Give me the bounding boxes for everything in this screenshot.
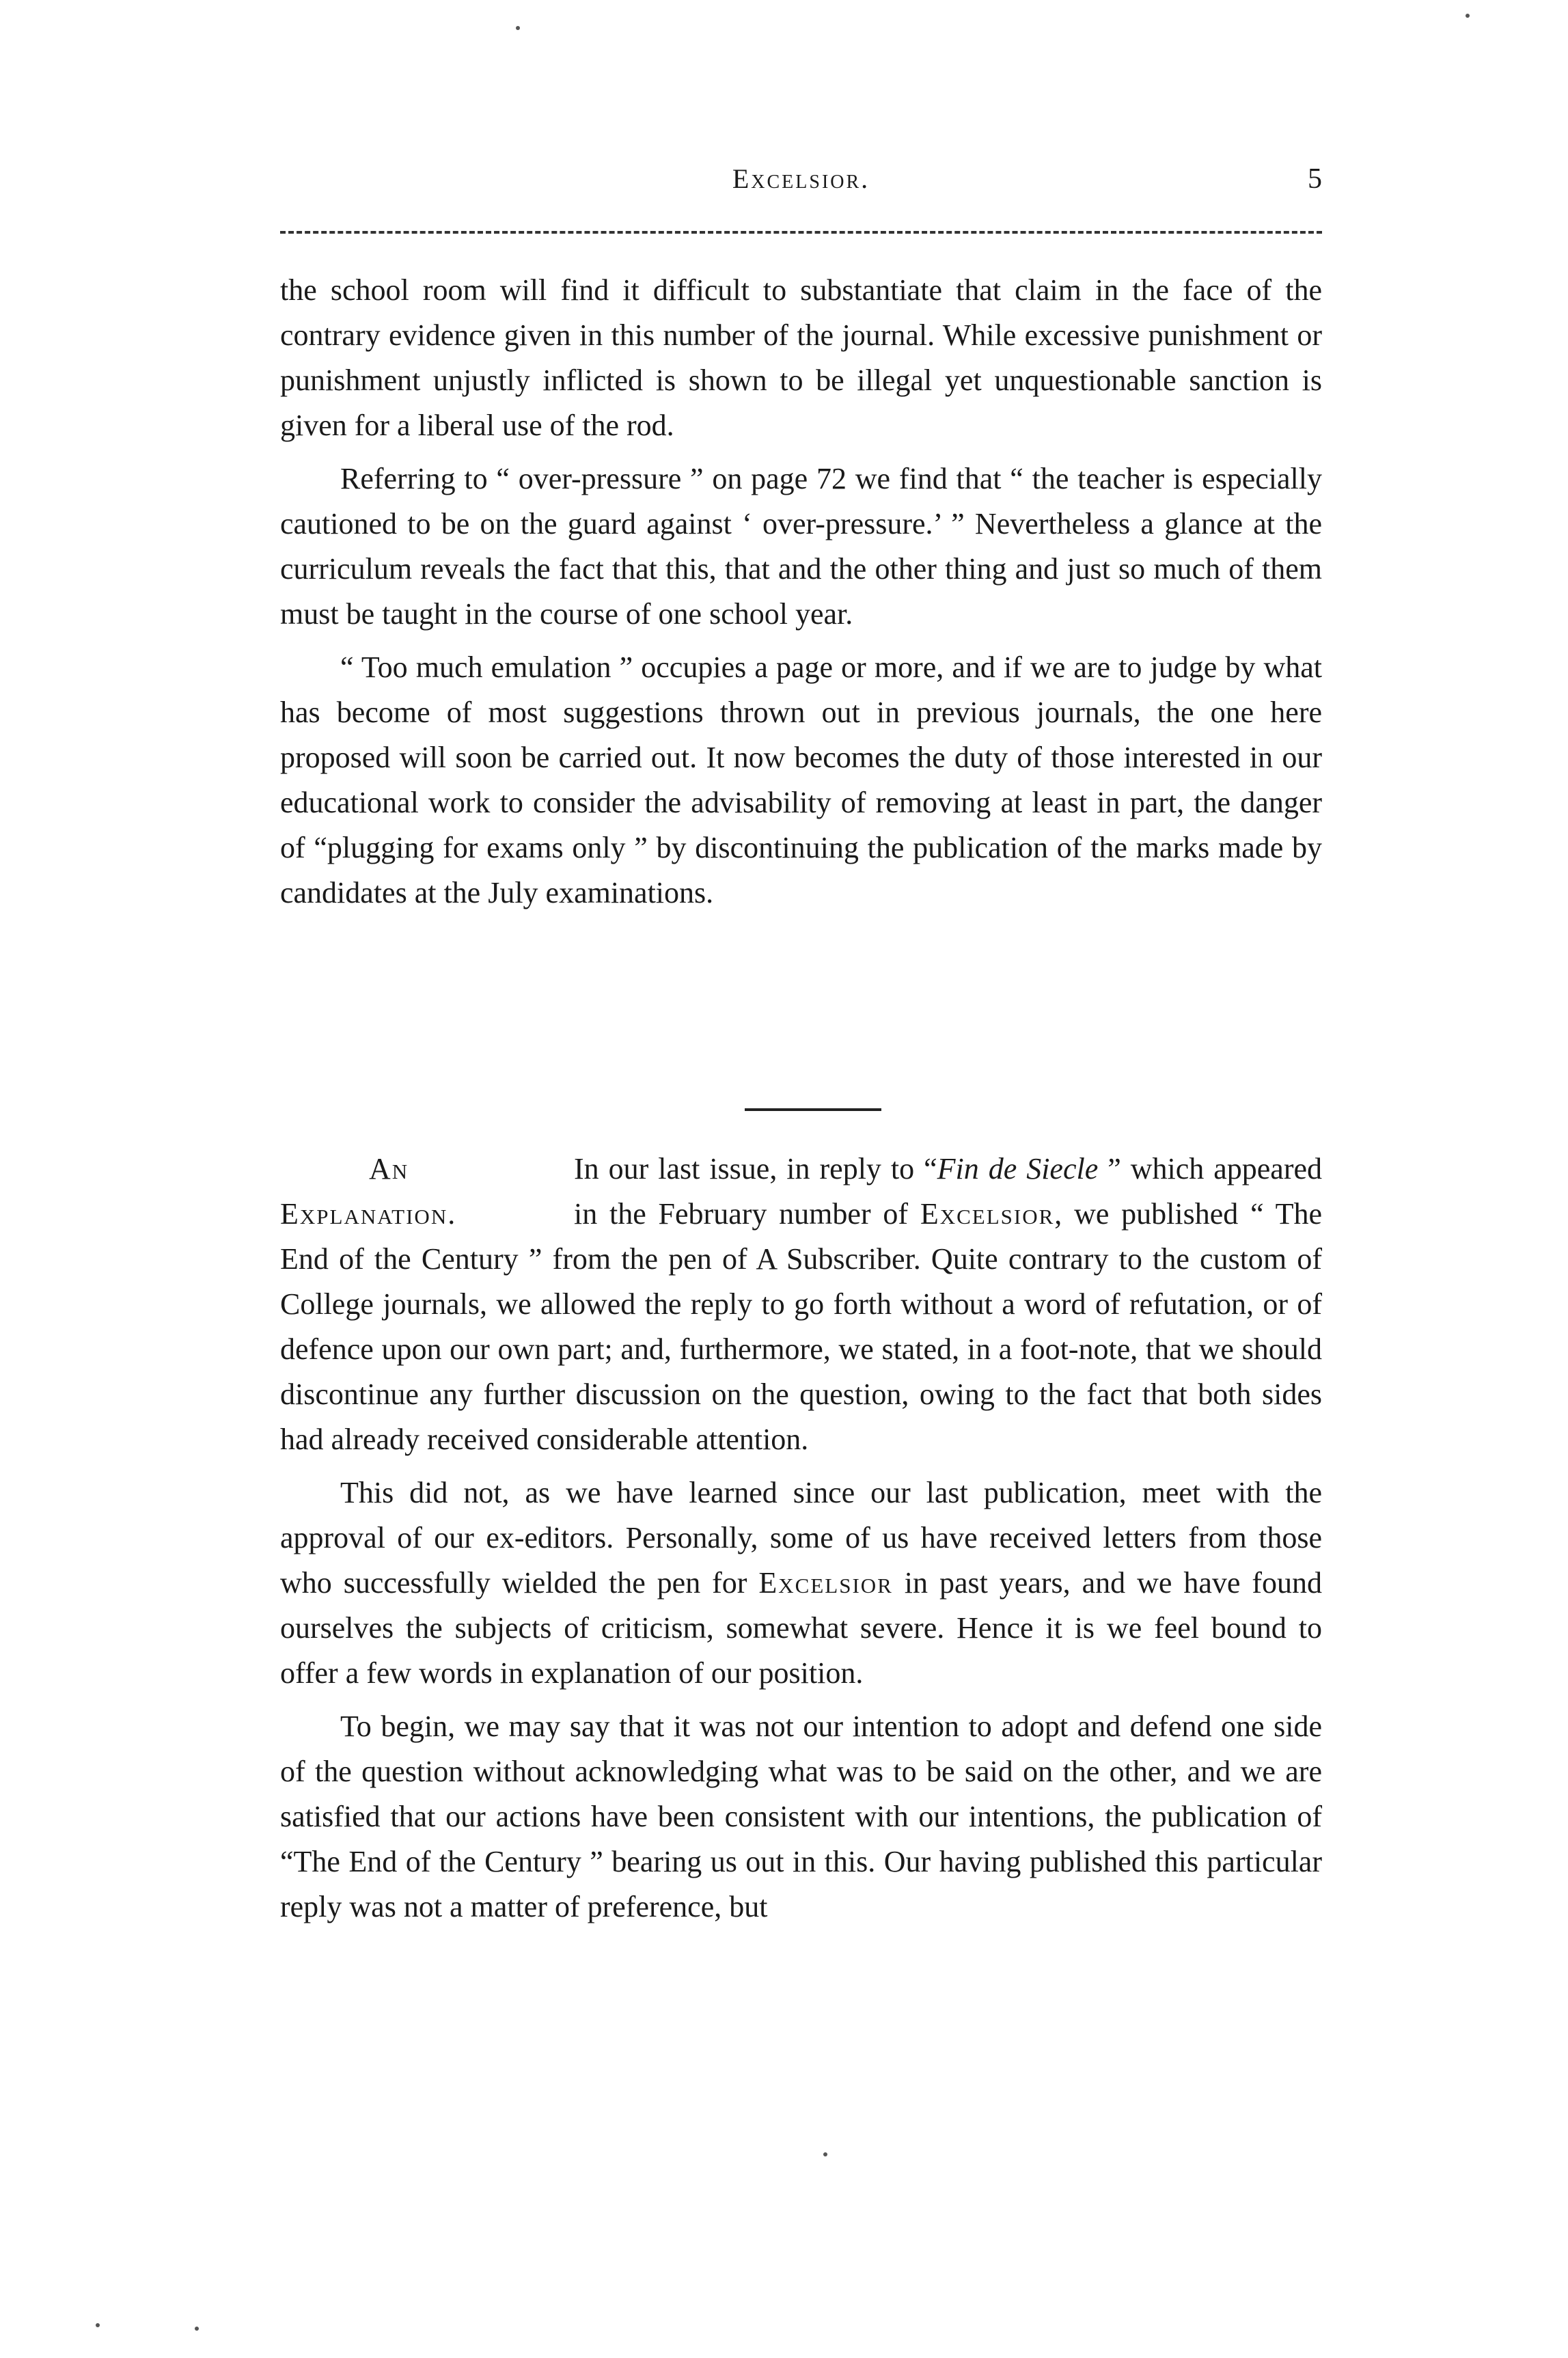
paragraph-5-journal-name: Excelsior <box>758 1566 893 1600</box>
paper-speck <box>516 26 520 30</box>
paper-speck <box>96 2323 100 2327</box>
paragraph-5-part-a: This did not, as we have learned since our last publication, meet with the approval of our ex-editors. Personally, some of us have received letters from those who successfully wielded the pen for <box>280 1476 1322 1600</box>
paper-speck <box>1466 14 1470 18</box>
paper-speck <box>195 2327 199 2331</box>
body-text-top <box>280 268 1322 924</box>
paragraph-3: “ Too much emulation ” occupies a page or more, and if we are to judge by what has become of most suggestions thrown out in previous journals, the one here proposed will soon be carried out. It now becomes the duty of those interested in our educational work to consider the advisability of removing at least in part, the danger of “plugging for exams only ” by discontinuing the publication of the marks made by candidates at the July examinations. <box>280 650 1322 909</box>
paragraph-5 <box>280 1470 1322 1696</box>
side-heading <box>280 1147 553 1237</box>
paragraph-1: the school room will find it difficult to substantiate that claim in the face of the contrary evidence given in this number of the journal. While excessive punishment or punishment unjustly inflicted is shown to be illegal yet unquestionable sanction is given for a liberal use of the rod. <box>280 273 1322 442</box>
section-divider <box>745 1108 881 1111</box>
side-heading-line-2: Explanation. <box>280 1197 457 1231</box>
side-heading-line-1: An <box>369 1152 409 1185</box>
paragraph-6: To begin, we may say that it was not our intention to adopt and defend one side of the question without acknowledging what was to be said on the other, and we are satisfied that our actions have been consistent with our intentions, the publication of “The End of the Century ” bearing us out in this. Our having published this particular reply was not a matter of preference, but <box>280 1710 1322 1923</box>
page-header <box>280 163 1322 204</box>
explanation-section <box>280 1147 1322 1938</box>
header-rule <box>280 231 1322 234</box>
paragraph-4-italic-title: Fin de Siecle <box>937 1152 1099 1185</box>
paper-speck <box>823 2152 827 2156</box>
paragraph-4-journal-name: Excelsior <box>920 1197 1055 1231</box>
paragraph-2: Referring to “ over-pressure ” on page 72 we find that “ the teacher is especially cautioned to be on the guard against ‘ over-pressure.’ ” Nevertheless a glance at the curriculum reveals the fact that this, that and the other thing and just so much of them must be taught in the course of one school year. <box>280 462 1322 631</box>
page-number: 5 <box>1308 163 1322 195</box>
running-title: Excelsior. <box>732 163 870 194</box>
paragraph-4-part-b: ” which appeared in the February number of <box>574 1152 1323 1231</box>
paragraph-4-part-a: In our last issue, in reply to “ <box>574 1152 937 1185</box>
paragraph-4 <box>280 1147 1322 1462</box>
paragraph-5-part-b: in past years, and we have found ourselves the subjects of criticism, somewhat severe. Hence it is we feel bound to offer a few words in explanation of our position. <box>280 1566 1322 1690</box>
paragraph-4-part-c: , we published “ The End of the Century ” from the pen of A Subscriber. Quite contrary to the custom of College journals, we allowed the reply to go forth without a word of refutation, or of defence upon our own part; and, furthermore, we stated, in a foot-note, that we should discontinue any further discussion on the question, owing to the fact that both sides had already received considerable attention. <box>280 1197 1323 1456</box>
